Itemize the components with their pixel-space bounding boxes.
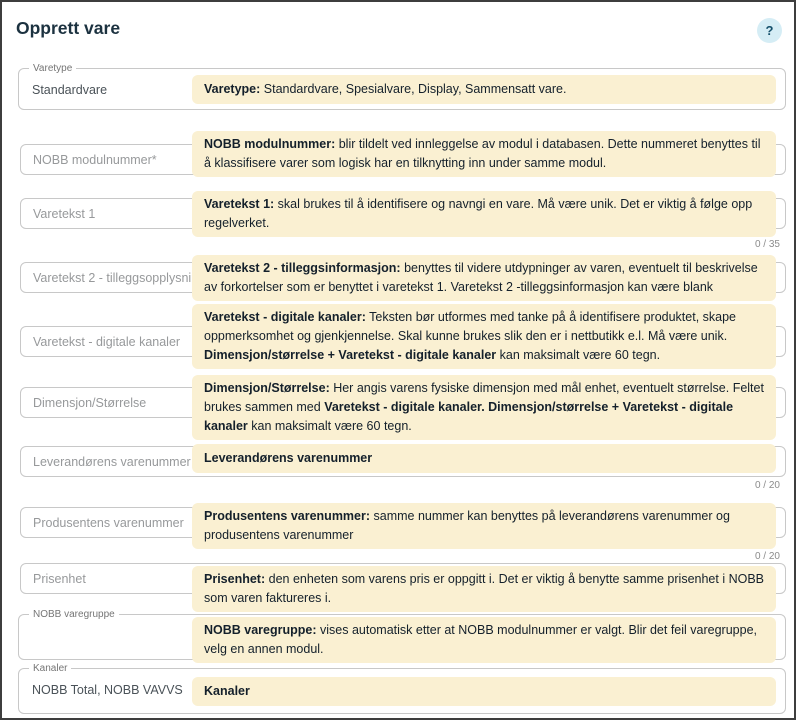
varetekst1-tooltip: Varetekst 1: skal brukes til å identifisere og navngi en vare. Må være unik. Det er viktig å følge opp regelverket. xyxy=(192,191,776,237)
kanaler-legend: Kanaler xyxy=(29,662,71,675)
dimensjon-storrelse-tooltip: Dimensjon/Størrelse: Her angis varens fysiske dimensjon med mål enhet, eventuelt størrelse. Feltet brukes sammen med Varetekst - digitale kanaler. Dimensjon/størrelse + Varetekst - digitale kanaler kan maksimalt være 60 tegn. xyxy=(192,375,776,440)
varetype-tooltip: Varetype: Standardvare, Spesialvare, Display, Sammensatt vare. xyxy=(192,75,776,104)
varetype-value: Standardvare xyxy=(32,83,108,97)
varetype-legend: Varetype xyxy=(29,62,76,75)
nobb-varegruppe-legend: NOBB varegruppe xyxy=(29,608,119,621)
page-title: Opprett vare xyxy=(16,18,121,38)
leverandorens-varenummer-tooltip: Leverandørens varenummer xyxy=(192,444,776,473)
help-button[interactable] xyxy=(757,18,782,43)
kanaler-tooltip: Kanaler xyxy=(192,677,776,706)
varetekst2-tooltip: Varetekst 2 - tilleggsinformasjon: benyttes til videre utdypninger av varen, eventuelt til beskrivelse av forkortelser som er benyttet i varetekst 1. Varetekst 2 -tilleggsinformasjon kan være blank xyxy=(192,255,776,301)
produsentens-varenummer-tooltip: Produsentens varenummer: samme nummer kan benyttes på leverandørens varenummer og produsentens varenummer xyxy=(192,503,776,549)
nobb-modulnummer-tooltip: NOBB modulnummer: blir tildelt ved innleggelse av modul i databasen. Dette nummeret benyttes til å klassifisere varer som logisk har en tilknytting inn under samme modul. xyxy=(192,131,776,177)
kanaler-value: NOBB Total, NOBB VAVVS xyxy=(32,683,183,697)
varetekst-digitale-kanaler-tooltip: Varetekst - digitale kanaler: Teksten bør utformes med tanke på å identifisere produktet, skape oppmerksomhet og gjenkjennelse. Skal kunne brukes slik den er i nettbutikk e.l. Må være unik. Dimensjon/størrelse + Varetekst - digitale kanaler kan maksimalt være 60 tegn. xyxy=(192,304,776,369)
nobb-varegruppe-tooltip: NOBB varegruppe: vises automatisk etter at NOBB modulnummer er valgt. Blir det feil varegruppe, velg en annen modul. xyxy=(192,617,776,663)
prisenhet-tooltip: Prisenhet: den enheten som varens pris er oppgitt i. Det er viktig å benytte samme prisenhet i NOBB som varen faktureres i. xyxy=(192,566,776,612)
produsentens-varenummer-counter: 0 / 20 xyxy=(754,551,780,562)
question-mark-icon: ? xyxy=(765,23,774,38)
leverandorens-varenummer-counter: 0 / 20 xyxy=(754,480,780,491)
varetekst1-counter: 0 / 35 xyxy=(754,239,780,250)
